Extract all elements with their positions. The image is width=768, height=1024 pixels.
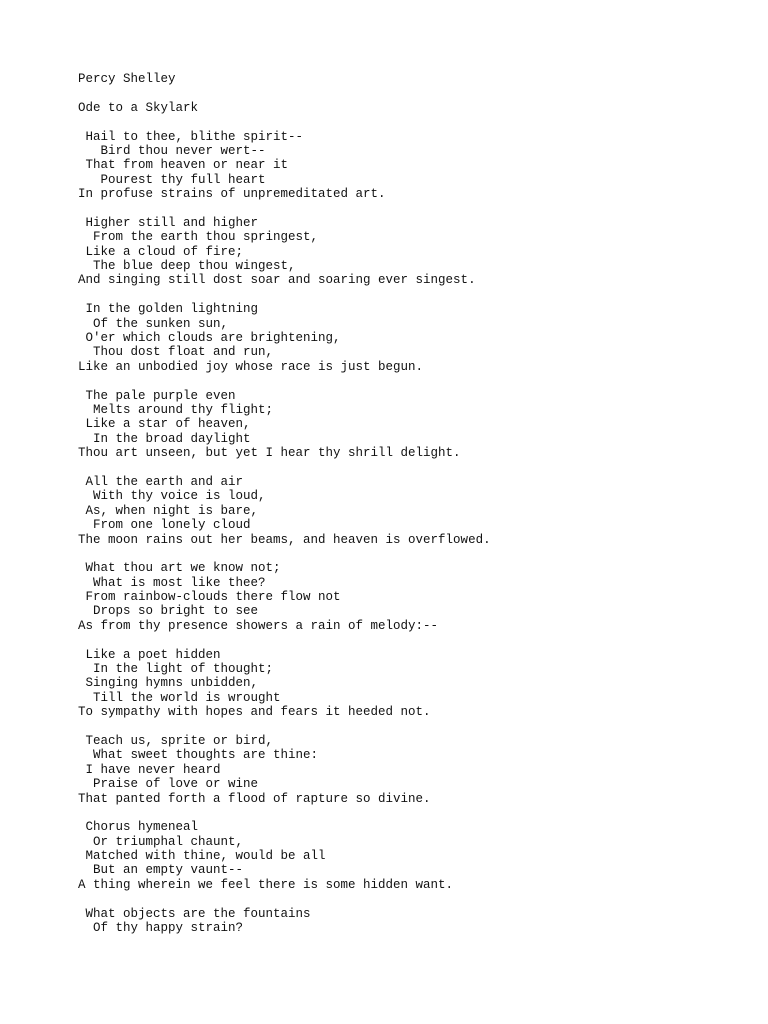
poem-line: Thou dost float and run,	[78, 345, 274, 360]
poem-line: In profuse strains of unpremeditated art.	[78, 187, 386, 202]
poem-line: I have never heard	[78, 762, 221, 777]
spacer	[78, 115, 748, 129]
poem-line: Chorus hymeneal	[78, 820, 199, 835]
poem-line: From rainbow-clouds there flow not	[78, 590, 341, 605]
stanza	[78, 302, 748, 374]
stanza	[78, 389, 748, 461]
stanza-spacer	[78, 806, 748, 820]
poem-line: Higher still and higher	[78, 215, 259, 230]
poem-line: Matched with thine, would be all	[78, 849, 326, 864]
stanza	[78, 907, 748, 936]
poem-line: Singing hymns unbidden,	[78, 676, 259, 691]
poem-line: Till the world is wrought	[78, 690, 281, 705]
poem-title: Ode to a Skylark	[78, 100, 199, 115]
stanza	[78, 734, 748, 806]
poem-line: Thou art unseen, but yet I hear thy shrill delight.	[78, 446, 461, 461]
document-page	[78, 72, 748, 935]
stanza	[78, 648, 748, 720]
poem-line: Like a cloud of fire;	[78, 244, 244, 259]
poem-line: Like an unbodied joy whose race is just begun.	[78, 359, 424, 374]
stanza	[78, 216, 748, 288]
stanza-spacer	[78, 461, 748, 475]
poem-line: What is most like thee?	[78, 575, 266, 590]
poem-line: What sweet thoughts are thine:	[78, 748, 319, 763]
stanza	[78, 820, 748, 892]
poem-line: Teach us, sprite or bird,	[78, 733, 274, 748]
poem-line: That from heaven or near it	[78, 158, 289, 173]
stanza	[78, 561, 748, 633]
stanza-spacer	[78, 892, 748, 906]
poem-line: A thing wherein we feel there is some hidden want.	[78, 877, 454, 892]
poem-line: Of thy happy strain?	[78, 921, 244, 936]
poem-line: Pourest thy full heart	[78, 172, 266, 187]
poem-line: Drops so bright to see	[78, 604, 259, 619]
stanza-spacer	[78, 720, 748, 734]
poem-line: As, when night is bare,	[78, 503, 259, 518]
author-name: Percy Shelley	[78, 72, 176, 86]
poem-line: To sympathy with hopes and fears it heeded not.	[78, 705, 431, 720]
poem-line: The blue deep thou wingest,	[78, 259, 296, 274]
poem-line: But an empty vaunt--	[78, 863, 244, 878]
stanza	[78, 130, 748, 202]
poem-line: Like a poet hidden	[78, 647, 221, 662]
poem-line: Praise of love or wine	[78, 777, 259, 792]
poem-line: As from thy presence showers a rain of melody:--	[78, 618, 439, 633]
poem-line: Bird thou never wert--	[78, 143, 266, 158]
poem-body	[78, 130, 748, 936]
stanza-spacer	[78, 288, 748, 302]
poem-line: From the earth thou springest,	[78, 230, 319, 245]
poem-line: The moon rains out her beams, and heaven is overflowed.	[78, 532, 491, 547]
poem-line: In the broad daylight	[78, 431, 251, 446]
poem-line: In the light of thought;	[78, 662, 274, 677]
poem-line: What thou art we know not;	[78, 561, 281, 576]
poem-line: Of the sunken sun,	[78, 316, 229, 331]
stanza-spacer	[78, 633, 748, 647]
spacer	[78, 86, 748, 100]
stanza-spacer	[78, 374, 748, 388]
poem-line: With thy voice is loud,	[78, 489, 266, 504]
stanza-spacer	[78, 202, 748, 216]
poem-line: In the golden lightning	[78, 302, 259, 317]
poem-line: And singing still dost soar and soaring ever singest.	[78, 273, 476, 288]
poem-line: The pale purple even	[78, 388, 236, 403]
stanza	[78, 475, 748, 547]
poem-line: O'er which clouds are brightening,	[78, 331, 341, 346]
poem-line: Melts around thy flight;	[78, 402, 274, 417]
poem-line: What objects are the fountains	[78, 906, 311, 921]
poem-line: All the earth and air	[78, 474, 244, 489]
poem-line: Or triumphal chaunt,	[78, 834, 244, 849]
poem-line: That panted forth a flood of rapture so divine.	[78, 791, 431, 806]
poem-line: Like a star of heaven,	[78, 417, 251, 432]
stanza-spacer	[78, 547, 748, 561]
poem-line: From one lonely cloud	[78, 518, 251, 533]
poem-line: Hail to thee, blithe spirit--	[78, 129, 304, 144]
